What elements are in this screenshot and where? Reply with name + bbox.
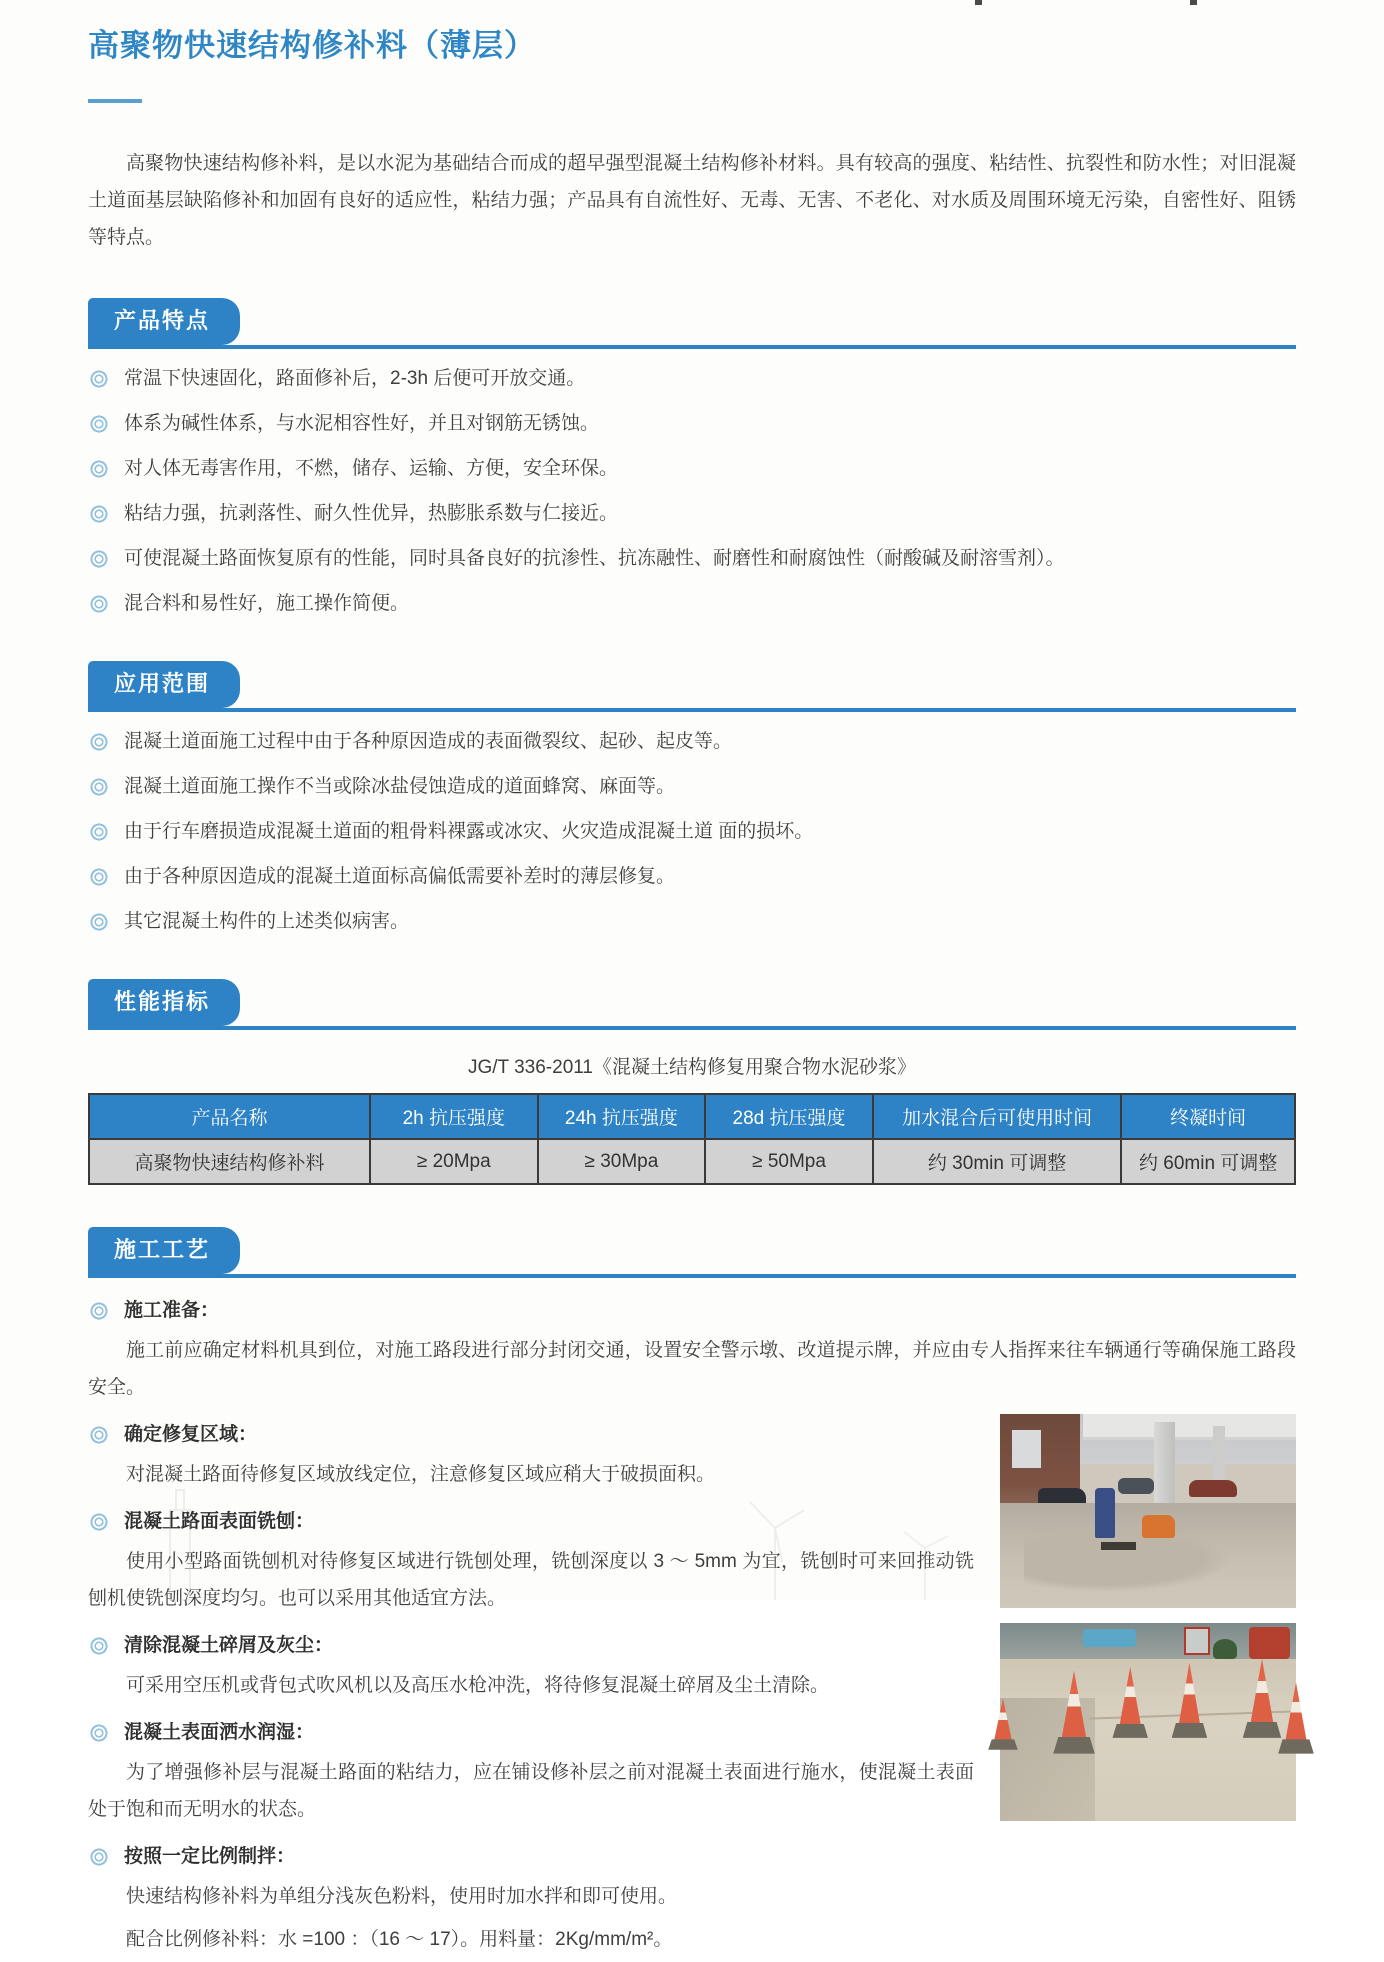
column-header: 2h 抗压强度	[370, 1094, 538, 1139]
photo-decor	[1112, 1667, 1148, 1725]
bullseye-bullet-icon	[90, 1426, 108, 1444]
step-description: 为了增强修补层与混凝土路面的粘结力，应在铺设修补层之前对混凝土表面进行施水，使混凝土表面处于饱和而无明水的状态。	[88, 1762, 974, 1820]
bullseye-bullet-icon	[90, 1637, 108, 1655]
section-header-features	[88, 298, 1296, 349]
bullseye-bullet-icon	[90, 1513, 108, 1531]
applications-list	[88, 727, 1296, 937]
list-item	[88, 544, 1296, 574]
list-item	[88, 862, 1296, 892]
application-text: 由于行车磨损造成混凝土道面的粗骨料裸露或冰灾、火灾造成混凝土道 面的损坏。	[124, 821, 814, 842]
step-title-text: 施工准备：	[124, 1300, 220, 1321]
application-text: 由于各种原因造成的混凝土道面标高偏低需要补差时的薄层修复。	[124, 866, 676, 887]
feature-text: 可使混凝土路面恢复原有的性能，同时具备良好的抗渗性、抗冻融性、耐磨性和耐腐蚀性（耐酸碱及耐溶雪剂）。	[124, 548, 1065, 569]
application-text: 混凝土道面施工过程中由于各种原因造成的表面微裂纹、起砂、起皮等。	[124, 731, 733, 752]
bullseye-bullet-icon	[90, 595, 108, 613]
bullseye-bullet-icon	[90, 1302, 108, 1320]
section-header-performance	[88, 979, 1296, 1030]
list-item	[88, 589, 1296, 619]
photo-decor	[1189, 1480, 1236, 1497]
bullseye-bullet-icon	[90, 868, 108, 886]
step-description: 对混凝土路面待修复区域放线定位，注意修复区域应稍大于破损面积。	[126, 1464, 716, 1485]
bullseye-bullet-icon	[90, 1848, 108, 1866]
step-title-text: 确定修复区域：	[124, 1424, 258, 1445]
section-tab-features: 产品特点	[88, 298, 240, 345]
column-header: 24h 抗压强度	[538, 1094, 706, 1139]
intro-paragraph: 高聚物快速结构修补料，是以水泥为基础结合而成的超早强型混凝土结构修补材料。具有较高的强度、粘结性、抗裂性和防水性；对旧混凝土道面基层缺陷修补和加固有良好的适应性，粘结力强；产品具有自流性好、无毒、无害、不老化、对水质及周围环境无污染，自密性好、阻锈等特点。	[88, 153, 1296, 248]
step-title-text: 混凝土表面洒水润湿：	[124, 1722, 315, 1743]
page-title: 高聚物快速结构修补料（薄层）	[88, 28, 536, 63]
list-item	[88, 409, 1296, 439]
title-underline	[88, 99, 142, 103]
site-photos	[1000, 1414, 1296, 1821]
bullseye-bullet-icon	[90, 550, 108, 568]
step-description: 快速结构修补料为单组分浅灰色粉料，使用时加水拌和即可使用。	[126, 1886, 678, 1907]
section-tab-process: 施工工艺	[88, 1227, 240, 1274]
table-cell: ≥ 20Mpa	[370, 1139, 538, 1184]
feature-text: 对人体无毒害作用，不燃，储存、运输、方便，安全环保。	[124, 458, 619, 479]
list-item	[88, 907, 1296, 937]
watermark-wind-turbine-icon	[880, 1530, 970, 1600]
table-cell: 约 60min 可调整	[1121, 1139, 1295, 1184]
section-header-applications	[88, 661, 1296, 712]
table-row	[89, 1139, 1295, 1184]
features-list	[88, 364, 1296, 619]
list-item	[88, 454, 1296, 484]
feature-text: 常温下快速固化，路面修补后，2-3h 后便可开放交通。	[124, 368, 586, 389]
step-title	[88, 1296, 1296, 1326]
table-header-row	[89, 1094, 1295, 1139]
bullseye-bullet-icon	[90, 1724, 108, 1742]
list-item	[88, 817, 1296, 847]
feature-text: 体系为碱性体系，与水泥相容性好，并且对钢筋无锈蚀。	[124, 413, 600, 434]
performance-table	[88, 1093, 1296, 1185]
step-description: 配合比例修补料：水 =100 ：（16 ～ 17）。用料量：2Kg/mm/m²。	[126, 1929, 673, 1950]
photo-decor	[1172, 1663, 1208, 1725]
step-description: 施工前应确定材料机具到位，对施工路段进行部分封闭交通，设置安全警示墩、改道提示牌，并应由专人指挥来往车辆通行等确保施工路段安全。	[88, 1340, 1296, 1398]
photo-decor	[1243, 1659, 1281, 1724]
table-caption: JG/T 336-2011《混凝土结构修复用聚合物水泥砂浆》	[468, 1057, 916, 1078]
column-header: 终凝时间	[1121, 1094, 1295, 1139]
application-text: 混凝土道面施工操作不当或除冰盐侵蚀造成的道面蜂窝、麻面等。	[124, 776, 676, 797]
application-text: 其它混凝土构件的上述类似病害。	[124, 911, 410, 932]
table-cell: 约 30min 可调整	[873, 1139, 1121, 1184]
process-steps	[88, 1296, 1296, 1962]
bullseye-bullet-icon	[90, 460, 108, 478]
photo-decor	[1101, 1542, 1137, 1550]
step-title	[88, 1507, 1296, 1537]
step-title	[88, 1842, 1296, 1872]
column-header: 产品名称	[89, 1094, 370, 1139]
step-title	[88, 1631, 1296, 1661]
feature-text: 粘结力强，抗剥落性、耐久性优异，热膨胀系数与仁接近。	[124, 503, 619, 524]
bullseye-bullet-icon	[90, 913, 108, 931]
bullseye-bullet-icon	[90, 505, 108, 523]
step-title-text: 清除混凝土碎屑及灰尘：	[124, 1635, 334, 1656]
photo-decor	[1118, 1478, 1154, 1494]
watermark-wind-turbine-icon	[720, 1500, 830, 1600]
section-tab-applications: 应用范围	[88, 661, 240, 708]
feature-text: 混合料和易性好，施工操作简便。	[124, 593, 410, 614]
bullseye-bullet-icon	[90, 778, 108, 796]
bullseye-bullet-icon	[90, 415, 108, 433]
bullseye-bullet-icon	[90, 733, 108, 751]
step-title	[88, 1718, 1296, 1748]
list-item	[88, 499, 1296, 529]
table-cell: ≥ 30Mpa	[538, 1139, 706, 1184]
list-item	[88, 727, 1296, 757]
table-cell: 高聚物快速结构修补料	[89, 1139, 370, 1184]
bullseye-bullet-icon	[90, 823, 108, 841]
step-title-text: 按照一定比例制拌：	[124, 1846, 296, 1867]
list-item	[88, 772, 1296, 802]
section-tab-performance: 性能指标	[88, 979, 240, 1026]
step-description: 可采用空压机或背包式吹风机以及高压水枪冲洗，将待修复混凝土碎屑及尘土清除。	[126, 1675, 830, 1696]
step-description: 使用小型路面铣刨机对待修复区域进行铣刨处理，铣刨深度以 3 ～ 5mm 为宜，铣刨时可来回推动铣刨机使铣刨深度均匀。也可以采用其他适宜方法。	[88, 1551, 974, 1609]
step-title-text: 混凝土路面表面铣刨：	[124, 1511, 315, 1532]
bullseye-bullet-icon	[90, 370, 108, 388]
watermark-bottle-outline	[150, 1480, 210, 1600]
section-header-process	[88, 1227, 1296, 1278]
column-header: 加水混合后可使用时间	[873, 1094, 1121, 1139]
column-header: 28d 抗压强度	[705, 1094, 873, 1139]
list-item	[88, 364, 1296, 394]
table-cell: ≥ 50Mpa	[705, 1139, 873, 1184]
step-title	[88, 1420, 1296, 1450]
